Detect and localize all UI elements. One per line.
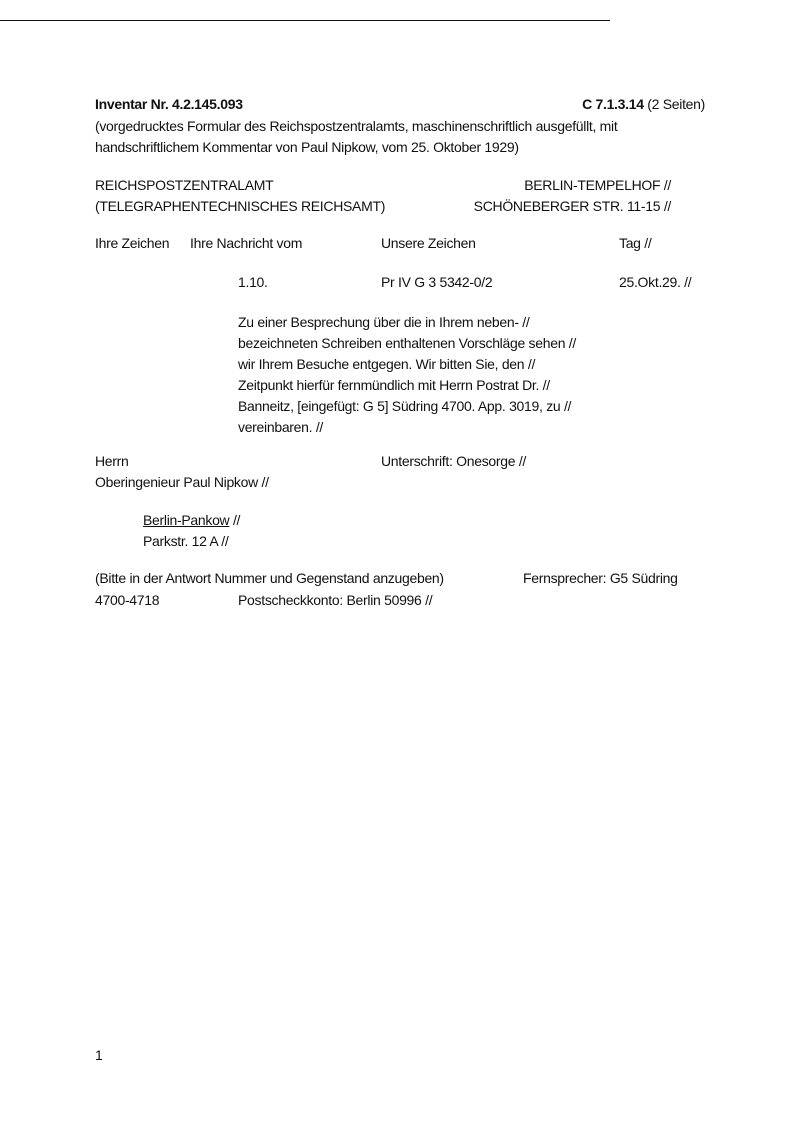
ref-value-nachricht: 1.10. [238, 274, 268, 290]
signature-line: Unterschrift: Onesorge // [381, 453, 527, 469]
address-line: SCHÖNEBERGER STR. 11-15 // [473, 198, 671, 214]
page-number: 1 [95, 1047, 103, 1063]
recipient-city-suffix: // [229, 512, 241, 528]
footer-phone-continued: 4700-4718 [95, 592, 160, 608]
description-line: handschriftlichem Kommentar von Paul Nipkow, vom 25. Oktober 1929) [95, 139, 519, 155]
ref-label-ihre-zeichen: Ihre Zeichen [95, 235, 170, 251]
recipient-name: Oberingenieur Paul Nipkow // [95, 474, 269, 490]
body-line: Zeitpunkt hierfür fernmündlich mit Herrn Postrat Dr. // [238, 377, 550, 393]
recipient-city: Berlin-Pankow [143, 512, 230, 528]
body-line: Zu einer Besprechung über die in Ihrem neben- // [238, 314, 530, 330]
footer-phone: Fernsprecher: G5 Südring [523, 570, 678, 586]
recipient-street: Parkstr. 12 A // [143, 533, 229, 549]
description-line: (vorgedrucktes Formular des Reichspostzentralamts, maschinenschriftlich ausgefüllt, mit [95, 118, 618, 134]
ref-label-unsere-zeichen: Unsere Zeichen [381, 235, 476, 251]
inventory-number: Inventar Nr. 4.2.145.093 [95, 96, 243, 112]
signature-code: C 7.1.3.14 [582, 96, 644, 112]
address-line: BERLIN-TEMPELHOF // [524, 177, 671, 193]
ref-value-unsere-zeichen: Pr IV G 3 5342-0/2 [381, 274, 493, 290]
footer-note: (Bitte in der Antwort Nummer und Gegenstand anzugeben) [95, 570, 444, 586]
body-line: Banneitz, [eingefügt: G 5] Südring 4700. App. 3019, zu // [238, 398, 572, 414]
sender-line: REICHSPOSTZENTRALAMT [95, 177, 274, 193]
recipient-salutation: Herrn [95, 453, 129, 469]
archive-signature [582, 94, 705, 114]
body-line: vereinbaren. // [238, 419, 323, 435]
sender-line: (TELEGRAPHENTECHNISCHES REICHSAMT) [95, 198, 386, 214]
page-count: (2 Seiten) [647, 96, 705, 112]
ref-value-tag: 25.Okt.29. // [619, 274, 692, 290]
body-line: bezeichneten Schreiben enthaltenen Vorschläge sehen // [238, 335, 576, 351]
ref-label-tag: Tag // [619, 235, 652, 251]
recipient-city-line [143, 510, 240, 530]
title-underline [0, 0, 610, 21]
ref-label-nachricht: Ihre Nachricht vom [190, 235, 303, 251]
footer-postscheck: Postscheckkonto: Berlin 50996 // [238, 592, 433, 608]
body-line: wir Ihrem Besuche entgegen. Wir bitten Sie, den // [238, 356, 536, 372]
